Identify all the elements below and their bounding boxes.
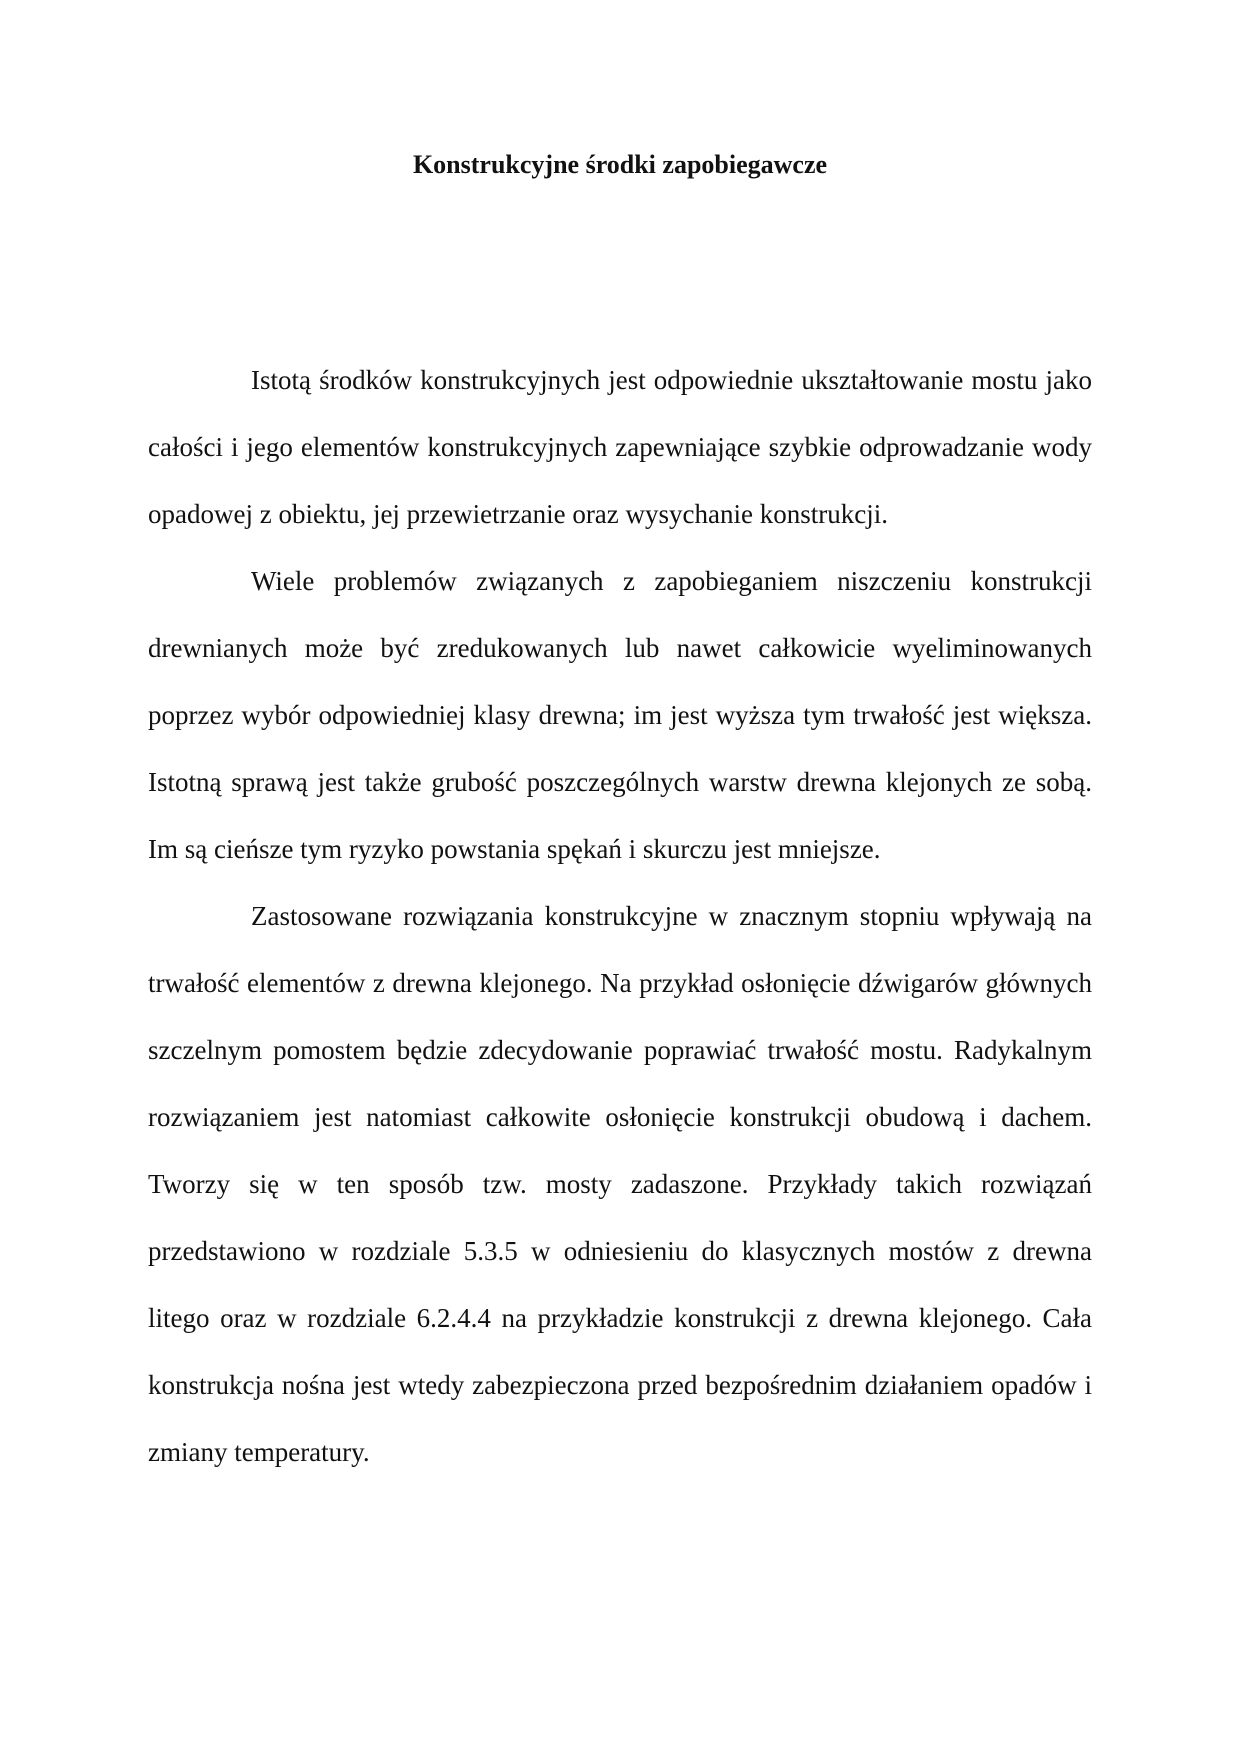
document-body [148,347,1092,1486]
paragraph-1: Istotą środków konstrukcyjnych jest odpowiednie ukształtowanie mostu jako całości i jego elementów konstrukcyjnych zapewniające szybkie odprowadzanie wody opadowej z obiektu, jej przewietrzanie oraz wysychanie konstrukcji. [148,365,1092,529]
paragraph-3: Zastosowane rozwiązania konstrukcyjne w znacznym stopniu wpływają na trwałość elementów z drewna klejonego. Na przykład osłonięcie dźwigarów głównych szczelnym pomostem będzie zdecydowanie poprawiać trwałość mostu. Radykalnym rozwiązaniem jest natomiast całkowite osłonięcie konstrukcji obudową i dachem. Tworzy się w ten sposób tzw. mosty zadaszone. Przykłady takich rozwiązań przedstawiono w rozdziale 5.3.5 w odniesieniu do klasycznych mostów z drewna litego oraz w rozdziale 6.2.4.4 na przykładzie konstrukcji z drewna klejonego. Cała konstrukcja nośna jest wtedy zabezpieczona przed bezpośrednim działaniem opadów i zmiany temperatury. [148,901,1092,1467]
page-title: Konstrukcyjne środki zapobiegawcze [412,150,828,179]
paragraph-2: Wiele problemów związanych z zapobieganiem niszczeniu konstrukcji drewnianych może być zredukowanych lub nawet całkowicie wyeliminowanych poprzez wybór odpowiedniej klasy drewna; im jest wyższa tym trwałość jest większa. Istotną sprawą jest także grubość poszczególnych warstw drewna klejonych ze sobą. Im są cieńsze tym ryzyko powstania spękań i skurczu jest mniejsze. [148,566,1092,864]
